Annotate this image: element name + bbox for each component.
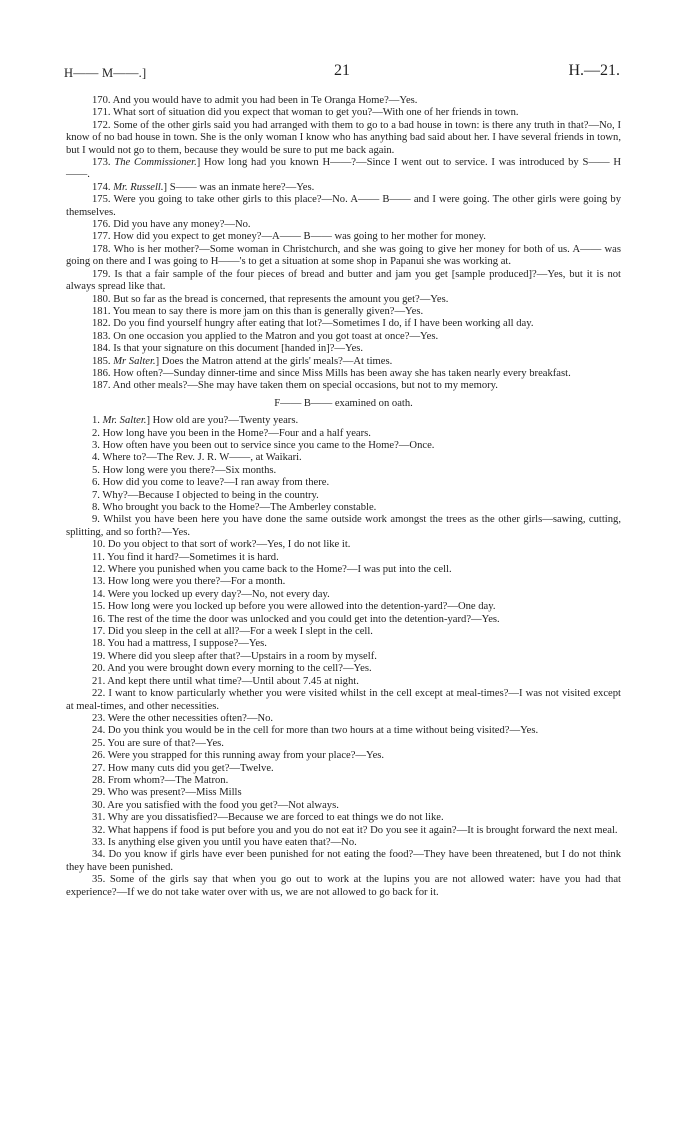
testimony-paragraph: 176. Did you have any money?—No. — [92, 219, 251, 231]
header-running-title: H—— M——.] — [64, 66, 147, 80]
testimony-paragraph: 6. How did you come to leave?—I ran away from there. — [92, 477, 330, 489]
testimony-paragraph: 11. You find it hard?—Sometimes it is hard. — [92, 551, 279, 563]
testimony-paragraph: 31. Why are you dissatisfied?—Because we are forced to eat things we do not like. — [92, 812, 444, 824]
testimony-paragraph: 23. Were the other necessities often?—No. — [92, 712, 274, 724]
testimony-paragraph: 180. But so far as the bread is concerned, that represents the amount you get?—Yes. — [92, 293, 449, 305]
testimony-paragraph: 27. How many cuts did you get?—Twelve. — [92, 762, 274, 774]
testimony-paragraph: 32. What happens if food is put before you and you do not eat it? Do you see it again?—It is brought forward the next meal. — [92, 824, 618, 836]
testimony-paragraph: 19. Where did you sleep after that?—Upstairs in a room by myself. — [92, 650, 377, 662]
testimony-paragraph: 12. Where you punished when you came back to the Home?—I was put into the cell. — [92, 564, 452, 576]
testimony-paragraph: 13. How long were you there?—For a month. — [92, 576, 286, 588]
speaker-name: Mr Salter. — [113, 355, 156, 367]
testimony-paragraph: 185. Mr Salter.] Does the Matron attend at the girls' meals?—At times. — [92, 355, 393, 367]
testimony-paragraph: 5. How long were you there?—Six months. — [92, 464, 277, 476]
testimony-paragraph: 24. Do you think you would be in the cell for more than two hours at a time without being visited?—Yes. — [92, 725, 539, 737]
testimony-paragraph: 182. Do you find yourself hungry after eating that lot?—Sometimes I do, if I have been working all day. — [92, 318, 534, 330]
testimony-paragraph: 21. And kept there until what time?—Until about 7.45 at night. — [92, 675, 359, 687]
testimony-paragraph: 179. Is that a fair sample of the four pieces of bread and butter and jam you get [sample produced]?—Yes, but it is not always spread like that. — [66, 268, 621, 293]
testimony-paragraph: 26. Were you strapped for this running away from your place?—Yes. — [92, 750, 385, 762]
testimony-block-previous-witness — [66, 95, 621, 393]
testimony-paragraph: 8. Who brought you back to the Home?—The Amberley constable. — [92, 502, 377, 513]
testimony-paragraph: 178. Who is her mother?—Some woman in Christchurch, and she was going to give her money for both of us. A—— was going on there and I was going to H——'s to get a situation at some shop in Papanui she was working at. — [66, 243, 621, 268]
testimony-paragraph: 171. What sort of situation did you expect that woman to get you?—With one of her friends in town. — [92, 107, 519, 119]
page-header — [64, 62, 620, 86]
testimony-paragraph: 174. Mr. Russell.] S—— was an inmate here?—Yes. — [92, 181, 315, 193]
testimony-paragraph: 175. Were you going to take other girls to this place?—No. A—— B—— and I were going. The other girls were going by themselves. — [66, 194, 621, 218]
testimony-paragraph: 170. And you would have to admit you had been in Te Oranga Home?—Yes. — [92, 95, 418, 106]
testimony-paragraph: 28. From whom?—The Matron. — [92, 774, 229, 786]
testimony-paragraph: 7. Why?—Because I objected to being in the country. — [92, 489, 319, 501]
page-number: 21 — [334, 62, 350, 79]
testimony-paragraph: 15. How long were you locked up before you were allowed into the detention-yard?—One day. — [92, 601, 496, 613]
testimony-paragraph: 29. Who was present?—Miss Mills — [92, 787, 242, 799]
testimony-paragraph: 22. I want to know particularly whether you were visited whilst in the cell except at meal-times?—I was not visited except at meal-times, and other necessities. — [66, 688, 621, 712]
testimony-paragraph: 10. Do you object to that sort of work?—Yes, I do not like it. — [92, 539, 351, 551]
testimony-paragraph: 183. On one occasion you applied to the Matron and you got toast at once?—Yes. — [92, 330, 439, 342]
testimony-paragraph: 33. Is anything else given you until you have eaten that?—No. — [92, 836, 357, 848]
document-code: H.—21. — [568, 62, 620, 79]
testimony-paragraph: 18. You had a mattress, I suppose?—Yes. — [92, 638, 267, 650]
witness-heading: F—— B—— examined on oath. — [274, 397, 413, 409]
testimony-paragraph: 184. Is that your signature on this document [handed in]?—Yes. — [92, 343, 364, 355]
testimony-block-f-b — [66, 415, 621, 899]
testimony-paragraph: 177. How did you expect to get money?—A—— B—— was going to her mother for money. — [92, 231, 486, 243]
testimony-paragraph: 187. And other meals?—She may have taken them on special occasions, but not to my memory. — [92, 380, 498, 392]
testimony-paragraph: 181. You mean to say there is more jam on this than is generally given?—Yes. — [92, 305, 424, 317]
testimony-paragraph: 4. Where to?—The Rev. J. R. W——, at Waikari. — [92, 452, 302, 464]
testimony-paragraph: 9. Whilst you have been here you have done the same outside work amongst the trees as the other girls—sawing, cutting, splitting, and so forth?—Yes. — [66, 514, 621, 538]
speaker-name: Mr. Russell. — [113, 181, 164, 193]
testimony-paragraph: 34. Do you know if girls have ever been punished for not eating the food?—They have been threatened, but I do not think they have been punished. — [66, 849, 621, 873]
speaker-name: The Commissioner. — [114, 157, 197, 169]
testimony-paragraph: 186. How often?—Sunday dinner-time and since Miss Mills has been away she has taken nearly every breakfast. — [92, 367, 571, 379]
testimony-paragraph: 172. Some of the other girls said you had arranged with them to go to a bad house in town: is there any truth in that?—No, I know of no bad house in town. She is the only woman I know who has anything bad said about her. I have several friends in town, but I would not go to them, because they would be sure to put me back again. — [66, 119, 621, 156]
testimony-paragraph: 30. Are you satisfied with the food you get?—Not always. — [92, 799, 339, 811]
testimony-paragraph: 3. How often have you been out to service since you came to the Home?—Once. — [92, 439, 435, 451]
testimony-paragraph: 1. Mr. Salter.] How old are you?—Twenty years. — [92, 415, 299, 427]
testimony-paragraph: 14. Were you locked up every day?—No, not every day. — [92, 588, 330, 600]
testimony-paragraph: 20. And you were brought down every morning to the cell?—Yes. — [92, 663, 372, 675]
testimony-paragraph: 17. Did you sleep in the cell at all?—For a week I slept in the cell. — [92, 626, 373, 638]
document-body — [66, 95, 621, 899]
speaker-name: Mr. Salter. — [102, 415, 147, 427]
testimony-paragraph: 25. You are sure of that?—Yes. — [92, 737, 224, 749]
testimony-paragraph: 35. Some of the girls say that when you go out to work at the lupins you are not allowed water: have you had that experience?—If we do not take water over with us, we are not allowed to go back for it. — [66, 874, 621, 898]
testimony-paragraph: 2. How long have you been in the Home?—Four and a half years. — [92, 427, 371, 439]
testimony-paragraph: 16. The rest of the time the door was unlocked and you could get into the detention-yard?—Yes. — [92, 613, 500, 625]
testimony-paragraph: 173. The Commissioner.] How long had you known H——?—Since I went out to service. I was introduced by S—— H——. — [66, 157, 622, 181]
